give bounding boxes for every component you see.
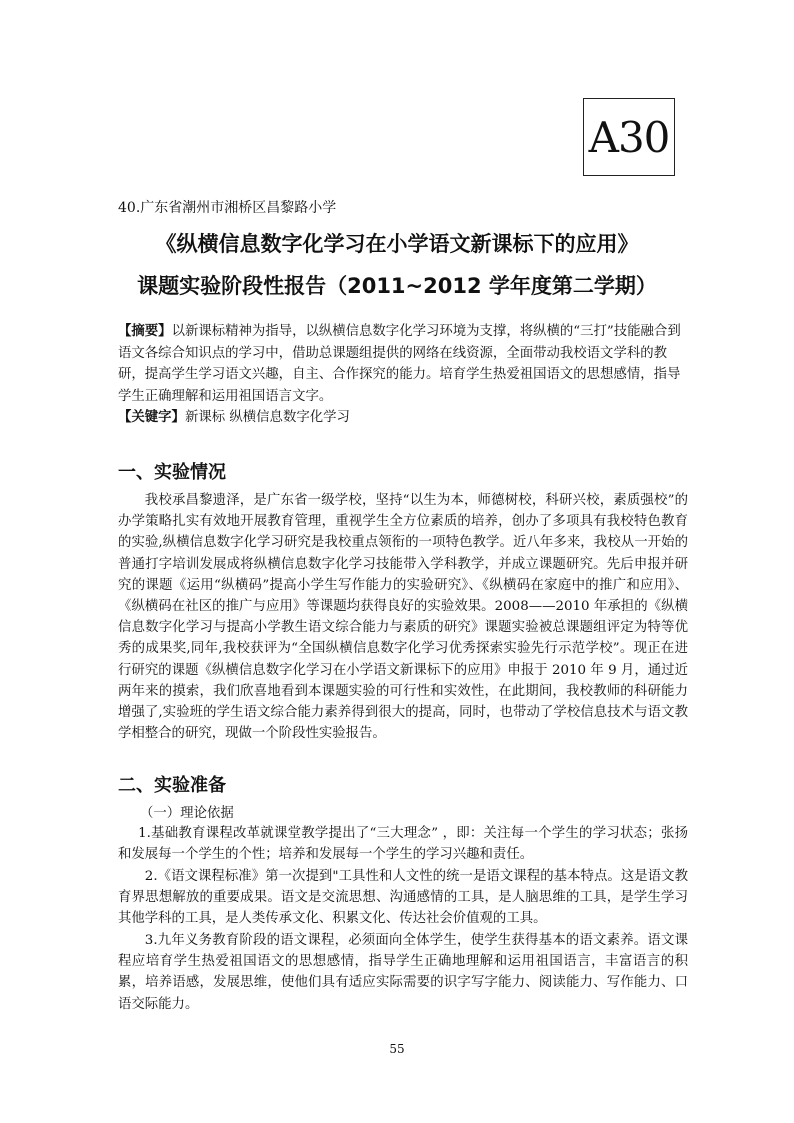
subheading-theory: （一）理论依据 xyxy=(140,806,234,821)
keywords-label: 【关键字】 xyxy=(118,410,185,425)
report-subtitle: 课题实验阶段性报告（2011~2012 学年度第二学期） xyxy=(137,274,657,298)
abstract-text: 以新课标精神为指导，以纵横信息数字化学习环境为支撑，将纵横的“三打”技能融合到语文各综合知识点的学习中，借助总课题组提供的网络在线资源，全面带动我校语文学科的教研，提高学生学习语文兴趣，自主、合作探究的能力。培育学生热爱祖国语文的思想感情，指导学生正确理解和运用祖国语言文字。 xyxy=(118,324,681,404)
keywords-text: 新课标 纵横信息数字化学习 xyxy=(184,410,350,425)
keywords xyxy=(118,407,350,429)
theory-point-1: 1.基础教育课程改革就课堂教学提出了“三大理念” ，即：关注每一个学生的学习状态；张扬和发展每一个学生的个性；培养和发展每一个学生的学习兴趣和责任。 xyxy=(118,826,688,863)
page-number: 55 xyxy=(389,1042,405,1056)
abstract-label: 【摘要】 xyxy=(118,324,172,339)
abstract xyxy=(118,321,688,407)
section-heading-2: 二、实验准备 xyxy=(118,775,226,796)
code-box: A30 xyxy=(583,98,675,176)
school-name: 40.广东省潮州市湘桥区昌黎路小学 xyxy=(118,200,337,216)
report-title: 《纵横信息数字化学习在小学语文新课标下的应用》 xyxy=(155,232,639,256)
section-heading-1: 一、实验情况 xyxy=(118,462,226,483)
theory-point-3: 3.九年义务教育阶段的语文课程，必须面向全体学生，使学生获得基本的语文素养。语文课程应培育学生热爱祖国语文的思想感情，指导学生正确地理解和运用祖国语言，丰富语言的积累，培养语感，发展思维，使他们具有适应实际需要的识字写字能力、阅读能力、写作能力、口语交际能力。 xyxy=(118,933,688,1012)
theory-point-2: 2.《语文课程标准》第一次提到"工具性和人文性的统一是语文课程的基本特点。这是语文教育界思想解放的重要成果。语文是交流思想、沟通感情的工具，是人脑思维的工具，是学生学习其他学科的工具，是人类传承文化、积累文化、传达社会价值观的工具。 xyxy=(118,869,688,927)
section1-paragraph: 我校承昌黎遗泽，是广东省一级学校，坚持“以生为本，师德树校，科研兴校，素质强校”的办学策略扎实有效地开展教育管理，重视学生全方位素质的培养，创办了多项具有我校特色教育的实验,纵横信息数字化学习研究是我校重点领衔的一项特色教学。近八年多来，我校从一开始的普通打字培训发展成将纵横信息数字化学习技能带入学科教学，并成立课题研究。先后申报并研究的课题《运用“纵横码”提高小学生写作能力的实验研究》、《纵横码在家庭中的推广和应用》、《纵横码在社区的推广与应用》等课题均获得良好的实验效果。2008——2010 年承担的《纵横信息数字化学习与提高小学教生语文综合能力与素质的研究》课题实验被总课题组评定为特等优秀的成果奖,同年,我校获评为“全国纵横信息数字化学习优秀探索实验先行示范学校”。现正在进行研究的课题《纵横信息数字化学习在小学语文新课标下的应用》申报于 2010 年 9 月，通过近两年来的摸索，我们欣喜地看到本课题实验的可行性和实效性，在此期间，我校教师的科研能力增强了,实验班的学生语文综合能力素养得到很大的提高，同时，也带动了学校信息技术与语文教学相整合的研究，现做一个阶段性实验报告。 xyxy=(118,493,688,742)
